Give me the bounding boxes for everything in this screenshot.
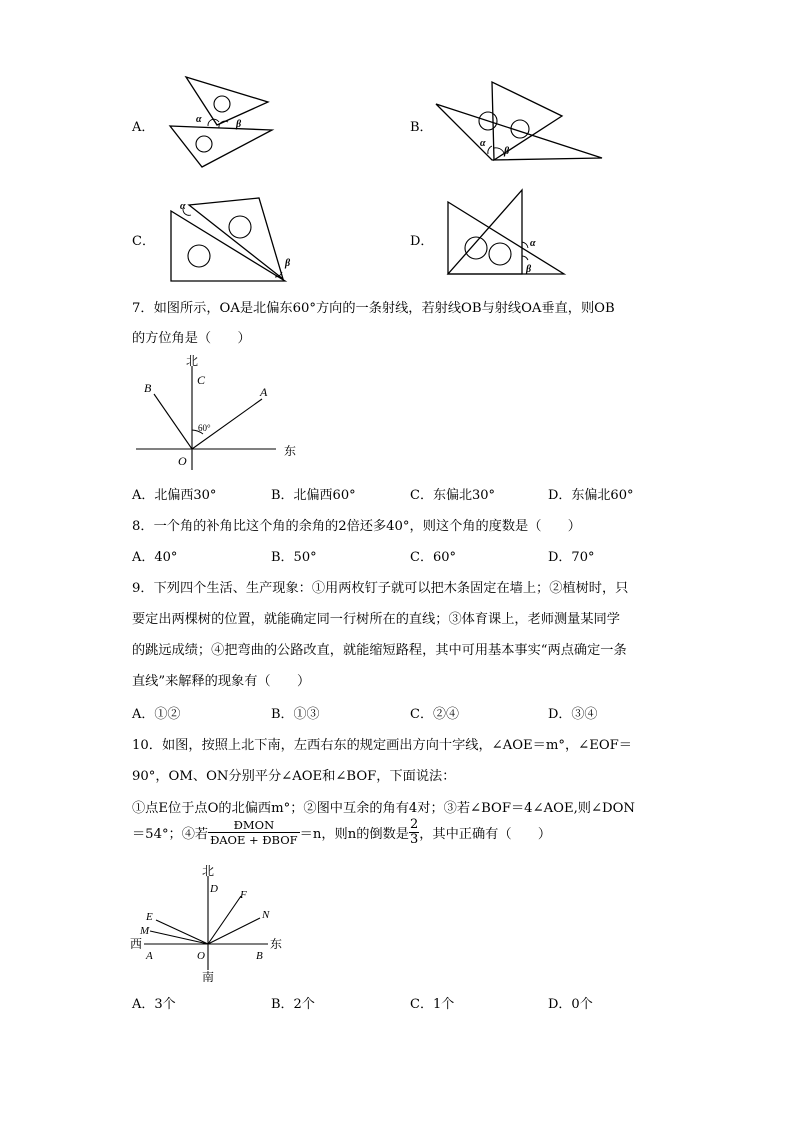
q6-figure-b bbox=[432, 78, 607, 163]
q8-stem-line-1: 8．一个角的补角比这个角的余角的2倍还多40°，则这个角的度数是（ ） bbox=[132, 519, 581, 534]
q6-option-a-label[interactable]: A． bbox=[132, 120, 155, 135]
q7-option-a[interactable]: A．北偏西30° bbox=[132, 488, 217, 503]
beta-label: β bbox=[236, 119, 242, 130]
q8-option-d[interactable]: D．70° bbox=[548, 550, 595, 565]
q10-reciprocal-denominator: 3 bbox=[409, 832, 419, 847]
q10-stem-line-1: 10．如图，按照上北下南，左西右东的规定画出方向十字线，∠AOE＝m°，∠EOF＝ bbox=[132, 738, 632, 753]
alpha-label: α bbox=[480, 138, 486, 149]
q10-text-part-c: ，其中正确有（ ） bbox=[419, 827, 552, 842]
q9-option-c[interactable]: C．②④ bbox=[410, 707, 459, 722]
q9-stem-line-2: 要定出两棵树的位置，就能确定同一行树所在的直线；③体育课上，老师测量某同学 bbox=[132, 612, 620, 627]
q7-option-c[interactable]: C．东偏北30° bbox=[410, 488, 495, 503]
q7-option-d[interactable]: D．东偏北60° bbox=[548, 488, 634, 503]
q10-option-d[interactable]: D．0个 bbox=[548, 997, 593, 1012]
q6-figure-c bbox=[165, 193, 300, 288]
q7-option-b[interactable]: B．北偏西60° bbox=[271, 488, 356, 503]
point-m-label: M bbox=[140, 925, 150, 937]
alpha-label: α bbox=[196, 114, 202, 125]
alpha-label: α bbox=[530, 238, 536, 249]
q10-fraction-numerator: ÐMON bbox=[208, 818, 300, 833]
q7-figure bbox=[130, 352, 305, 472]
point-e-label: E bbox=[146, 911, 153, 923]
point-d-label: D bbox=[210, 883, 218, 895]
q6-figure-a bbox=[160, 70, 280, 170]
point-b-label: B bbox=[144, 381, 152, 395]
q10-fraction bbox=[208, 818, 300, 847]
q10-reciprocal-numerator: 2 bbox=[409, 817, 419, 832]
q10-text-part-b: ＝n，则n的倒数是 bbox=[299, 827, 409, 842]
q10-stem-line-3: ①点E位于点O的北偏西m°；②图中互余的角有4对；③若∠BOF＝4∠AOE,则∠DON bbox=[132, 801, 635, 816]
q6-option-d-label[interactable]: D． bbox=[410, 234, 434, 249]
q7-stem-line-1: 7．如图所示，OA是北偏东60°方向的一条射线，若射线OB与射线OA垂直，则OB bbox=[132, 301, 615, 316]
q8-option-b[interactable]: B．50° bbox=[271, 550, 317, 565]
q10-option-c[interactable]: C．1个 bbox=[410, 997, 455, 1012]
q8-option-c[interactable]: C．60° bbox=[410, 550, 456, 565]
q9-stem-line-3: 的跳远成绩；④把弯曲的公路改直，就能缩短路程，其中可用基本事实“两点确定一条 bbox=[132, 643, 627, 658]
q10-stem-line-2: 90°，OM、ON分别平分∠AOE和∠BOF，下面说法： bbox=[132, 769, 456, 784]
q10-option-b[interactable]: B．2个 bbox=[271, 997, 315, 1012]
q7-stem-line-2: 的方位角是（ ） bbox=[132, 331, 251, 346]
q9-stem-line-4: 直线”来解释的现象有（ ） bbox=[132, 674, 311, 689]
north-label: 北 bbox=[202, 864, 215, 878]
south-label: 南 bbox=[202, 970, 215, 984]
beta-label: β bbox=[526, 264, 532, 275]
q10-text-part-a: ＝54°；④若 bbox=[132, 827, 209, 842]
east-label: 东 bbox=[270, 937, 283, 951]
point-o-label: O bbox=[178, 454, 187, 468]
q10-option-a[interactable]: A．3个 bbox=[132, 997, 176, 1012]
q10-reciprocal-fraction bbox=[409, 818, 419, 847]
q6-option-b-label[interactable]: B． bbox=[410, 120, 433, 135]
east-label: 东 bbox=[284, 444, 297, 458]
point-c-label: C bbox=[197, 373, 206, 387]
point-a-label: A bbox=[260, 385, 268, 399]
q8-option-a[interactable]: A．40° bbox=[132, 550, 178, 565]
west-label: 西 bbox=[130, 937, 143, 951]
angle-60-label: 60° bbox=[198, 423, 211, 433]
point-n-label: N bbox=[262, 909, 270, 921]
alpha-label: α bbox=[180, 201, 186, 212]
beta-label: β bbox=[504, 146, 510, 157]
point-a-label: A bbox=[146, 950, 153, 962]
q10-fraction-denominator: ÐAOE + ÐBOF bbox=[210, 833, 298, 847]
point-b-label: B bbox=[256, 950, 263, 962]
beta-label: β bbox=[285, 258, 291, 269]
q6-figure-d bbox=[442, 186, 570, 282]
point-o-label: O bbox=[197, 950, 205, 962]
q9-option-a[interactable]: A．①② bbox=[132, 707, 181, 722]
north-label: 北 bbox=[186, 354, 199, 368]
q9-option-b[interactable]: B．①③ bbox=[271, 707, 320, 722]
q9-option-d[interactable]: D．③④ bbox=[548, 707, 598, 722]
q9-stem-line-1: 9．下列四个生活、生产现象：①用两枚钉子就可以把木条固定在墙上；②植树时，只 bbox=[132, 581, 629, 596]
point-f-label: F bbox=[240, 889, 247, 901]
q10-stem-line-4 bbox=[132, 818, 551, 847]
q6-option-c-label[interactable]: C． bbox=[132, 234, 155, 249]
q10-figure bbox=[128, 862, 288, 986]
